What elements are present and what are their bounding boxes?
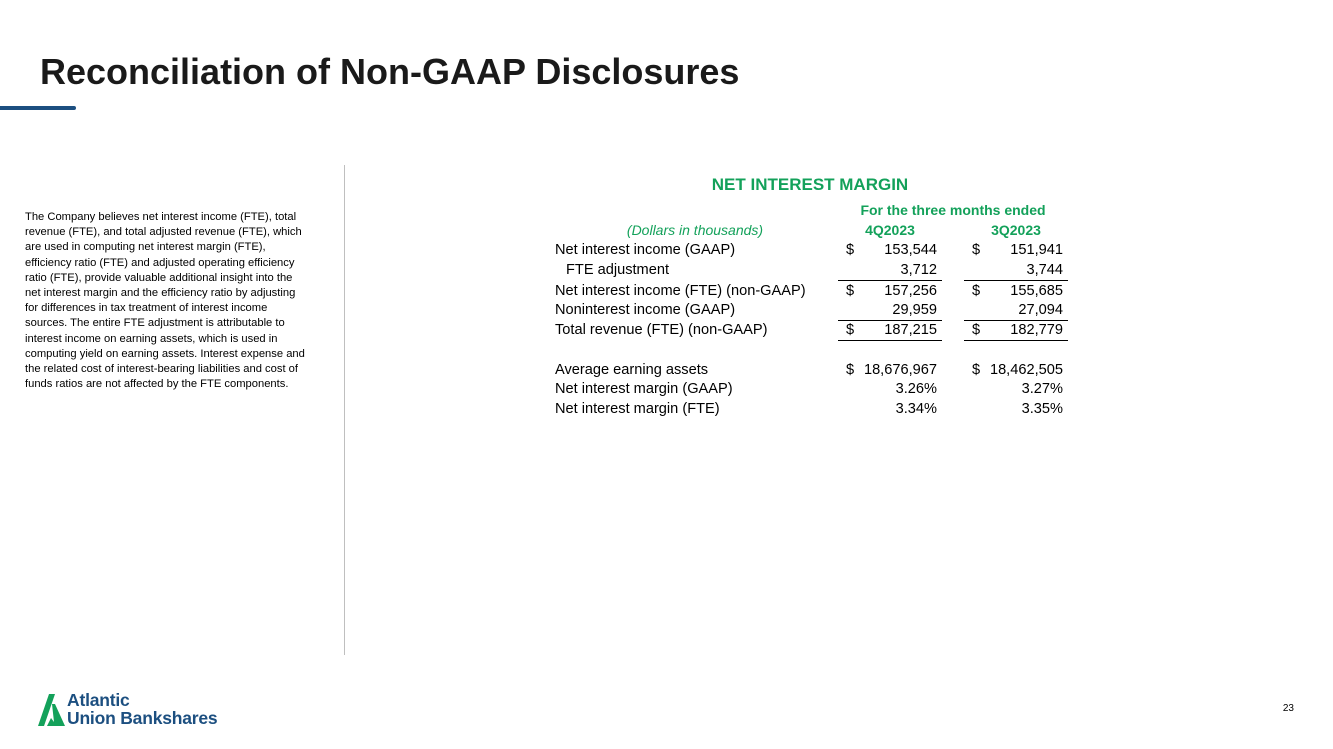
logo-text-line2: Union Bankshares	[67, 708, 218, 728]
value-cell	[838, 241, 942, 261]
value-cell	[838, 380, 942, 400]
value: 29,959	[892, 302, 937, 318]
value: 18,462,505	[989, 362, 1063, 378]
row-label: Net interest income (GAAP)	[555, 242, 736, 258]
row-label: Total revenue (FTE) (non-GAAP)	[555, 322, 768, 338]
table-row	[555, 282, 1075, 302]
table-row	[555, 380, 1075, 400]
table-row	[555, 241, 1075, 261]
page-title: Reconciliation of Non-GAAP Disclosures	[40, 51, 740, 92]
page-number: 23	[1282, 703, 1294, 714]
units-label: (Dollars in thousands)	[626, 222, 764, 238]
value-cell	[964, 261, 1068, 281]
currency-symbol: $	[846, 283, 855, 299]
row-label: Net interest income (FTE) (non-GAAP)	[555, 283, 806, 299]
value: 3,712	[900, 262, 937, 278]
table-title: NET INTEREST MARGIN	[711, 175, 909, 194]
sidebar-description: The Company believes net interest income (FTE), total revenue (FTE), and total adjusted revenue (FTE), which are used in computing net interest margin (FTE), efficiency ratio (FTE) and adjusted operating efficiency ratio (FTE), provide valuable additional insight into the net interest margin and the efficiency ratio by adjusting for differences in tax treatment of interest income sources. The entire FTE adjustment is attributable to interest income on earning assets, which is used in computing yield on earning assets. Interest expense and the related cost of interest-bearing liabilities and cost of funds ratios are not affected by the FTE components.	[25, 211, 305, 391]
currency-symbol: $	[972, 322, 981, 338]
currency-symbol: $	[972, 242, 981, 258]
table-row	[555, 301, 1075, 321]
value: 3.27%	[1021, 381, 1063, 397]
value-cell	[964, 241, 1068, 261]
value: 3.34%	[895, 401, 937, 417]
value-cell	[964, 321, 1068, 341]
row-label: Net interest margin (FTE)	[555, 401, 720, 417]
value: 182,779	[1010, 322, 1063, 338]
company-logo	[38, 690, 268, 730]
value-cell	[838, 400, 942, 420]
row-label: Noninterest income (GAAP)	[555, 302, 736, 318]
logo-text-line1: Atlantic	[67, 690, 130, 710]
table-row	[555, 361, 1075, 381]
period-header: For the three months ended	[860, 202, 1046, 218]
value-cell	[964, 361, 1068, 381]
currency-symbol: $	[846, 242, 855, 258]
row-label: Average earning assets	[555, 362, 709, 378]
value: 3.26%	[895, 381, 937, 397]
value: 157,256	[884, 283, 937, 299]
value-cell	[964, 400, 1068, 420]
value-cell	[964, 380, 1068, 400]
currency-symbol: $	[972, 283, 981, 299]
currency-symbol: $	[846, 362, 855, 378]
value: 187,215	[884, 322, 937, 338]
row-label: FTE adjustment	[566, 262, 670, 278]
currency-symbol: $	[846, 322, 855, 338]
currency-symbol: $	[972, 362, 981, 378]
value: 155,685	[1010, 283, 1063, 299]
triangle-mountain-logo-icon	[38, 692, 66, 728]
table-row	[555, 400, 1075, 420]
table-row	[555, 261, 1075, 281]
value: 3.35%	[1021, 401, 1063, 417]
value-cell	[838, 261, 942, 281]
value-cell	[964, 282, 1068, 302]
value-cell	[838, 361, 942, 381]
vertical-divider	[344, 165, 345, 655]
column-header-4q2023: 4Q2023	[865, 222, 915, 238]
value-cell	[838, 321, 942, 341]
table-row	[555, 321, 1075, 341]
row-label: Net interest margin (GAAP)	[555, 381, 733, 397]
value: 3,744	[1026, 262, 1063, 278]
value-cell	[964, 301, 1068, 321]
value-cell	[838, 301, 942, 321]
title-underline	[0, 106, 76, 110]
value: 151,941	[1010, 242, 1063, 258]
value: 27,094	[1018, 302, 1063, 318]
value: 18,676,967	[863, 362, 937, 378]
column-header-3q2023: 3Q2023	[991, 222, 1041, 238]
value-cell	[838, 282, 942, 302]
value: 153,544	[884, 242, 937, 258]
